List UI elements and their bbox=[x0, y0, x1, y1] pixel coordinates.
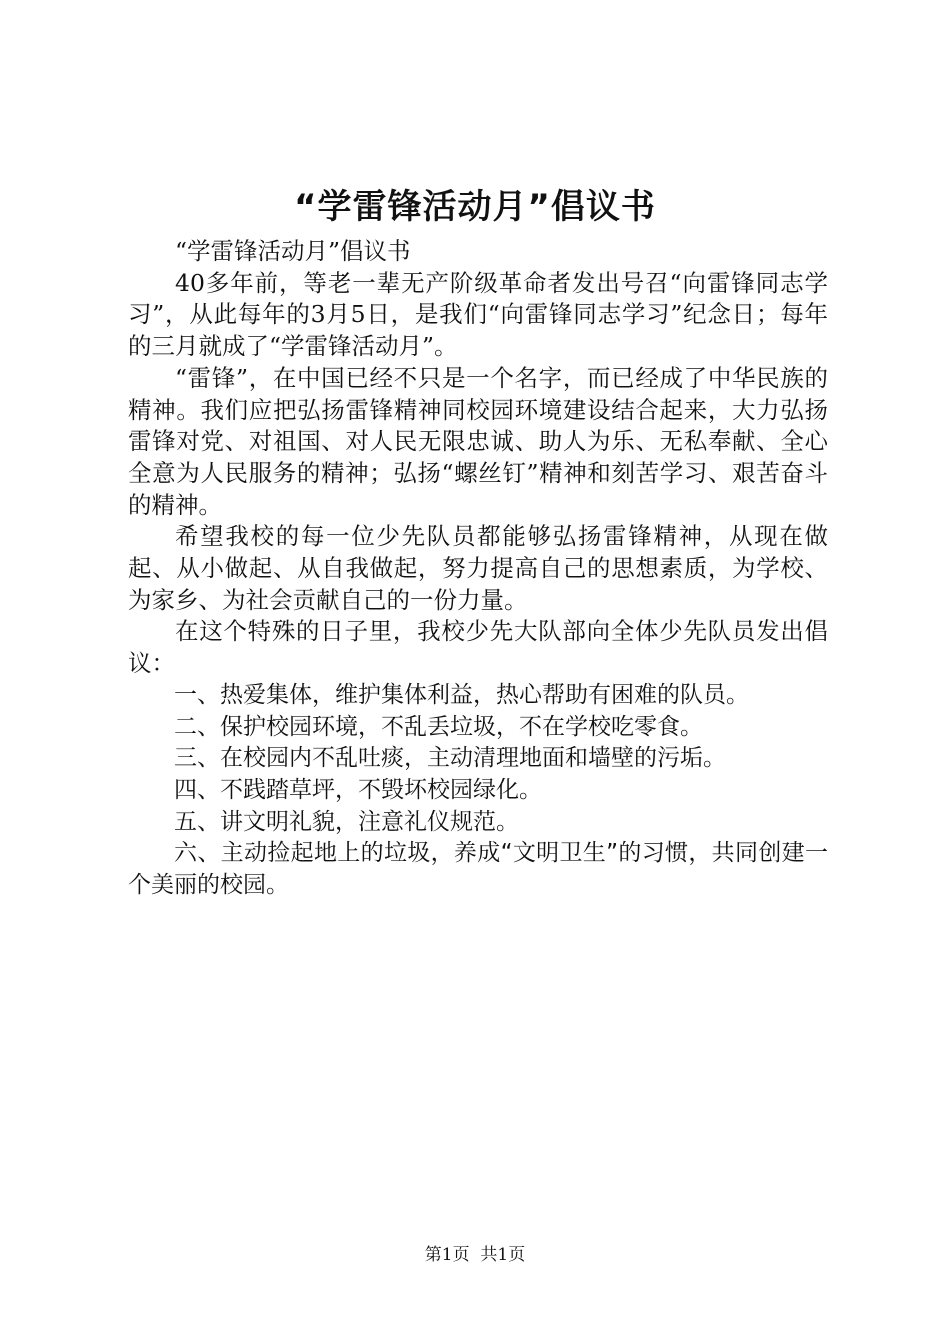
proposal-item: 四、不践踏草坪，不毁坏校园绿化。 bbox=[174, 776, 542, 803]
paragraph-call: 在这个特殊的日子里，我校少先大队部向全体少先队员发出倡议： bbox=[128, 617, 828, 678]
page-total: 共1页 bbox=[480, 1245, 526, 1265]
document-subtitle: “学雷锋活动月”倡议书 bbox=[175, 237, 411, 265]
paragraph-spirit: “雷锋”，在中国已经不只是一个名字，而已经成了中华民族的精神。我们应把弘扬雷锋精神同校园环境建设结合起来，大力弘扬雷锋对党、对祖国、对人民无限忠诚、助人为乐、无私奉献、全心全意为人民服务的精神；弘扬“螺丝钉”精神和刻苦学习、艰苦奋斗的精神。 bbox=[128, 363, 828, 519]
proposal-item: 二、保护校园环境，不乱丢垃圾，不在学校吃零食。 bbox=[174, 713, 703, 740]
document-body bbox=[128, 236, 828, 902]
page-footer bbox=[0, 1243, 950, 1267]
proposal-item: 三、在校园内不乱吐痰，主动清理地面和墙壁的污垢。 bbox=[174, 745, 726, 772]
proposal-item: 一、热爱集体，维护集体利益，热心帮助有困难的队员。 bbox=[174, 681, 749, 708]
document-title: “学雷锋活动月”倡议书 bbox=[294, 187, 656, 227]
proposal-item: 六、主动捡起地上的垃圾，养成“文明卫生”的习惯，共同创建一个美丽的校园。 bbox=[128, 840, 828, 899]
paragraph-hope: 希望我校的每一位少先队员都能够弘扬雷锋精神，从现在做起、从小做起、从自我做起，努力提高自己的思想素质，为学校、为家乡、为社会贡献自己的一份力量。 bbox=[128, 522, 828, 614]
paragraph-history: 40多年前，等老一辈无产阶级革命者发出号召“向雷锋同志学习”，从此每年的3月5日，是我们“向雷锋同志学习”纪念日；每年的三月就成了“学雷锋活动月”。 bbox=[128, 268, 828, 361]
proposal-item: 五、讲文明礼貌，注意礼仪规范。 bbox=[174, 808, 519, 835]
page-number: 第1页 bbox=[424, 1245, 470, 1265]
